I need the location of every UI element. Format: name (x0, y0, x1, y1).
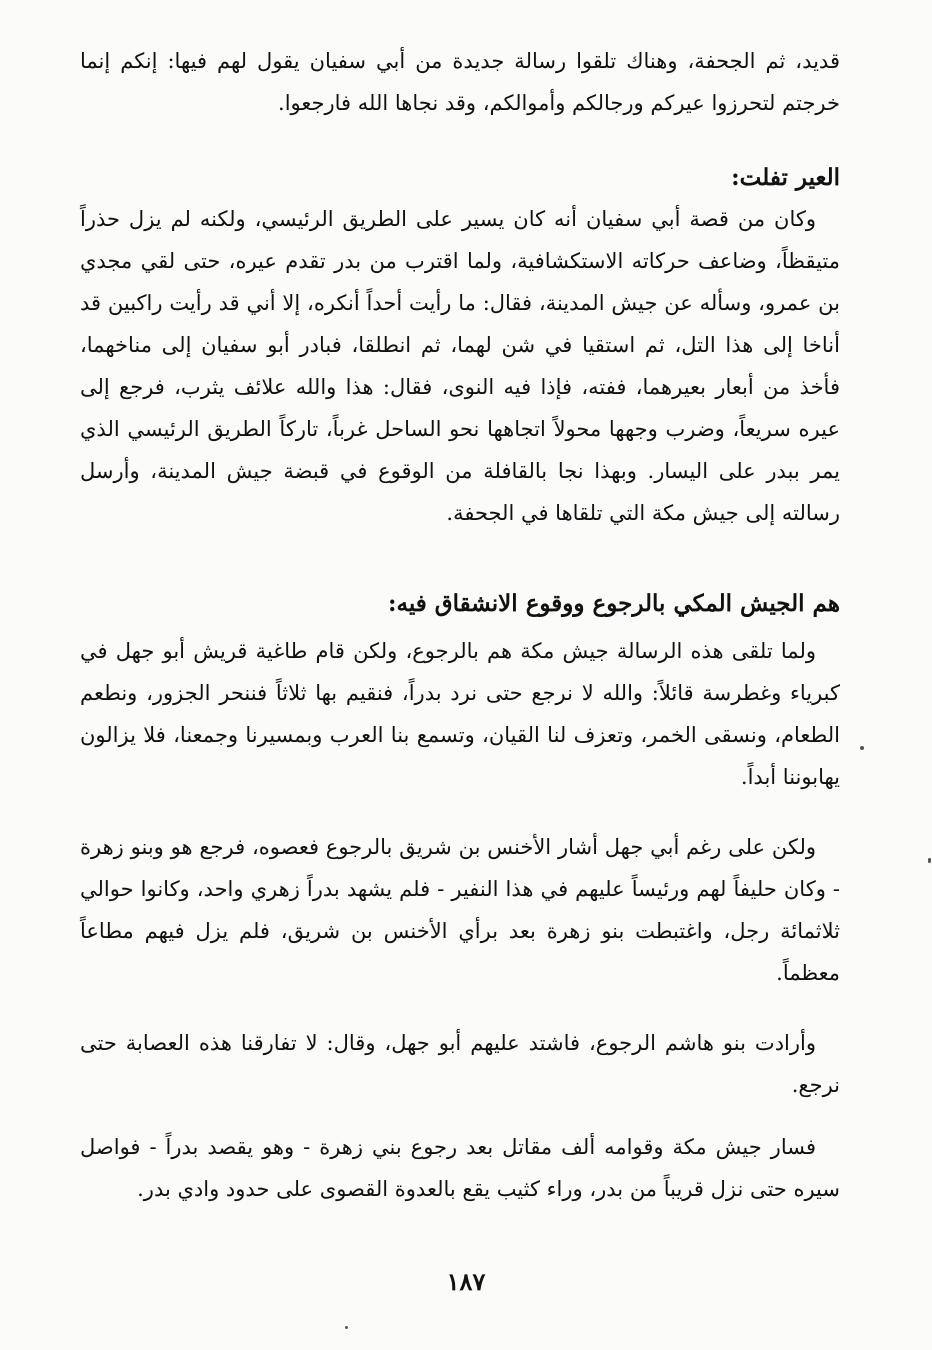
paragraph-akhnas: ولكن على رغم أبي جهل أشار الأخنس بن شريق بالرجوع فعصوه، فرجع هو وبنو زهرة - وكان حليفاً لهم ورئيساً عليهم في هذا النفير - فلم يشهد بدراً زهري واحد، وكانوا حوالي ثلاثمائة رجل، واغتبطت بنو زهرة بعد برأي الأخنس بن شريق، فلم يزل فيهم مطاعاً معظماً. (80, 835, 840, 985)
paragraph-abu-sufyan: وكان من قصة أبي سفيان أنه كان يسير على الطريق الرئيسي، ولكنه لم يزل حذراً متيقظاً، وضاعف حركاته الاستكشافية، ولما اقترب من بدر تقدم عيره، حتى لقي مجدي بن عمرو، وسأله عن جيش المدينة، فقال: ما رأيت أحداً أنكره، إلا أني قد رأيت راكبين قد أناخا إلى هذا التل، ثم استقيا في شن لهما، ثم انطلقا، فبادر أبو سفيان إلى مناخهما، فأخذ من أبعار بعيرهما، ففته، فإذا فيه النوى، فقال: هذا والله علائف يثرب، فرجع إلى عيره سريعاً، وضرب وجهها محولاً اتجاهها نحو الساحل غرباً، تاركاً الطريق الرئيسي الذي يمر ببدر على اليسار. وبهذا نجا بالقافلة من الوقوع في قبضة جيش المدينة، وأرسل رسالته إلى جيش مكة التي تلقاها في الجحفة. (80, 207, 840, 525)
paragraph-intro: قديد، ثم الجحفة، وهناك تلقوا رسالة جديدة من أبي سفيان يقول لهم فيها: إنكم إنما خرجتم لتحرزوا عيركم ورجالكم وأموالكم، وقد نجاها الله فارجعوا. (80, 49, 840, 115)
scan-speck (860, 746, 864, 750)
page-number: ١٨٧ (446, 1267, 486, 1296)
paragraph-banu-hashim: وأرادت بنو هاشم الرجوع، فاشتد عليهم أبو جهل، وقال: لا تفارقنا هذه العصابة حتى نرجع. (80, 1031, 840, 1097)
paragraph-abu-jahl: ولما تلقى هذه الرسالة جيش مكة هم بالرجوع، ولكن قام طاغية قريش أبو جهل في كبرياء وغطرسة قائلاً: والله لا نرجع حتى نرد بدراً، فنقيم بها ثلاثاً فننحر الجزور، ونطعم الطعام، ونسقى الخمر، وتعزف لنا القيان، وتسمع بنا العرب وبمسيرنا وجمعنا، فلا يزالون يهابوننا أبداً. (80, 639, 840, 789)
heading-meccan-army-split: هم الجيش المكي بالرجوع ووقوع الانشقاق فيه: (388, 590, 840, 617)
heading-caravan-escapes: العير تفلت: (731, 164, 840, 191)
paragraph-march-to-badr: فسار جيش مكة وقوامه ألف مقاتل بعد رجوع بني زهرة - وهو يقصد بدراً - فواصل سيره حتى نزل قريباً من بدر، وراء كثيب يقع بالعدوة القصوى على حدود وادي بدر. (80, 1135, 840, 1201)
scan-speck (345, 1326, 348, 1329)
scan-speck (928, 858, 931, 863)
